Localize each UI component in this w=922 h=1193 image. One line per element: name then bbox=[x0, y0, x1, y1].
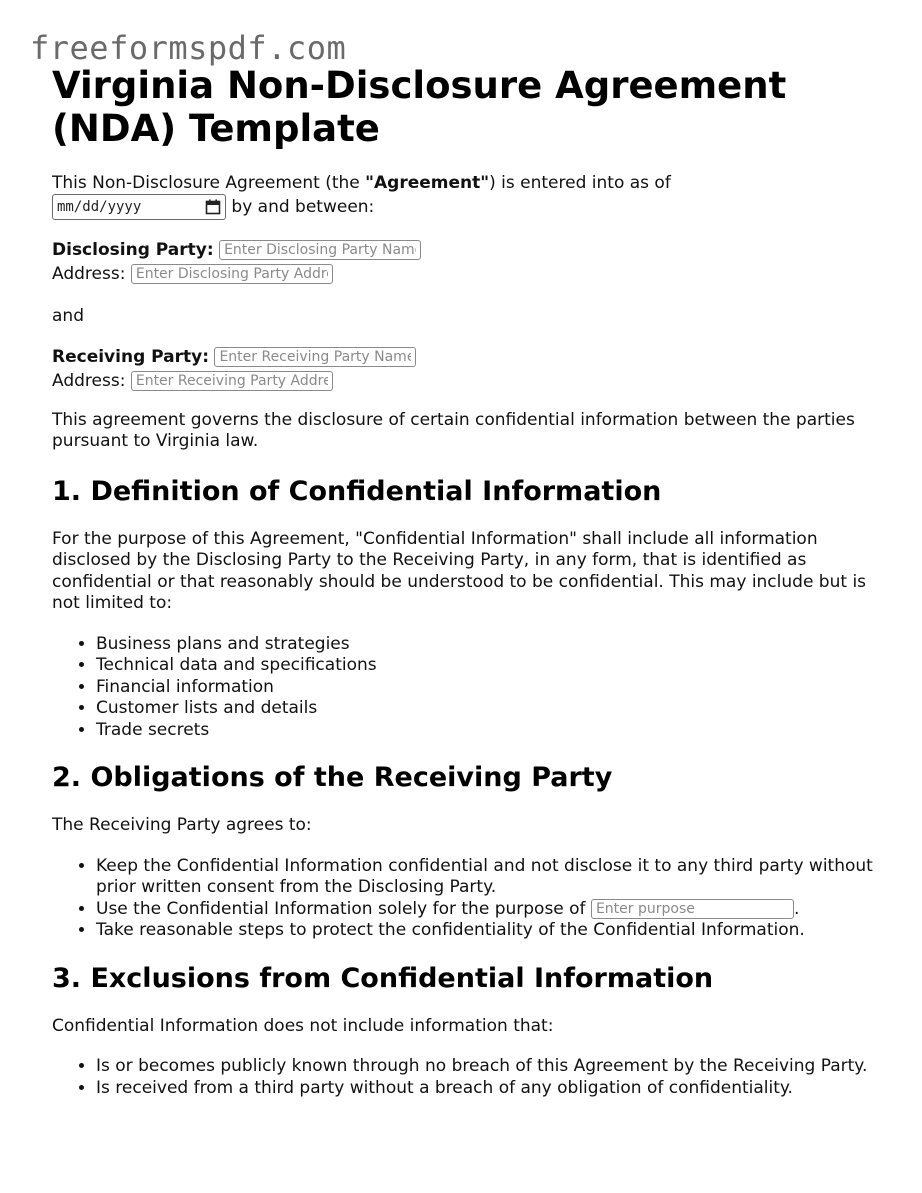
receiving-party-label: Receiving Party: bbox=[52, 346, 210, 367]
document bbox=[52, 64, 882, 1099]
section-2-text: The Receiving Party agrees to: bbox=[52, 815, 312, 835]
list-item: • Is received from a third party without a breach of any obligation of confidentiality. bbox=[96, 1078, 882, 1100]
section-2-heading: 2. Obligations of the Receiving Party bbox=[52, 762, 613, 793]
agreement-term: "Agreement" bbox=[365, 173, 490, 193]
and-text: and bbox=[52, 306, 84, 326]
disclosing-party-section bbox=[52, 238, 882, 286]
watermark: freeformspdf.com bbox=[30, 29, 347, 67]
intro-pre: This Non-Disclosure Agreement (the bbox=[52, 173, 366, 193]
intro-post: ) is entered into as of bbox=[489, 173, 671, 193]
page-title: Virginia Non-Disclosure Agreement (NDA) Template bbox=[52, 64, 787, 150]
disclosing-party-label: Disclosing Party: bbox=[52, 240, 214, 260]
list-item: • Business plans and strategies bbox=[96, 634, 882, 656]
governs-paragraph: This agreement governs the disclosure of certain confidential information between the parties pursuant to Virginia law. bbox=[52, 409, 855, 451]
purpose-period: . bbox=[793, 898, 800, 919]
section-2-list bbox=[52, 856, 882, 942]
list-item: • Financial information bbox=[96, 677, 882, 699]
list-item: • Keep the Confidential Information confidential and not disclose it to any third party without prior written consent from the Disclosing Party. bbox=[96, 856, 882, 899]
section-3-heading: 3. Exclusions from Confidential Information bbox=[52, 962, 714, 994]
section-1-heading: 1. Definition of Confidential Information bbox=[52, 475, 662, 507]
purpose-input[interactable] bbox=[591, 899, 794, 919]
receiving-party-name-input[interactable] bbox=[214, 347, 416, 367]
receiving-party-section bbox=[52, 345, 882, 393]
list-item bbox=[96, 899, 882, 921]
by-and-between: by and between: bbox=[231, 197, 375, 217]
disclosing-party-address-input[interactable] bbox=[131, 264, 333, 284]
list-item: • Trade secrets bbox=[96, 720, 882, 742]
section-1-list bbox=[52, 634, 882, 742]
date-input[interactable] bbox=[52, 194, 226, 220]
intro-paragraph bbox=[52, 172, 882, 220]
disclosing-party-name-input[interactable] bbox=[219, 240, 421, 260]
list-item: • Technical data and specifications bbox=[96, 655, 882, 677]
list-item: • Customer lists and details bbox=[96, 698, 882, 720]
receiving-party-address-input[interactable] bbox=[131, 371, 333, 391]
calendar-icon[interactable] bbox=[205, 199, 221, 215]
receiving-address-label: Address: bbox=[52, 370, 126, 391]
purpose-text: Use the Confidential Information solely for the purpose of bbox=[96, 898, 586, 919]
section-1-text: For the purpose of this Agreement, "Confidential Information" shall include all information disclosed by the Disclosing Party to the Receiving Party, in any form, that is identified as confidential or that reasonably should be understood to be confidential. This may include but is not limited to: bbox=[52, 528, 867, 613]
list-item: • Is or becomes publicly known through no breach of this Agreement by the Receiving Party. bbox=[96, 1056, 882, 1078]
section-3-text: Confidential Information does not include information that: bbox=[52, 1015, 554, 1036]
section-3-list bbox=[52, 1056, 882, 1099]
list-item: • Take reasonable steps to protect the confidentiality of the Confidential Information. bbox=[96, 920, 882, 942]
date-placeholder: mm/dd/yyyy bbox=[57, 199, 142, 215]
disclosing-address-label: Address: bbox=[52, 264, 126, 284]
